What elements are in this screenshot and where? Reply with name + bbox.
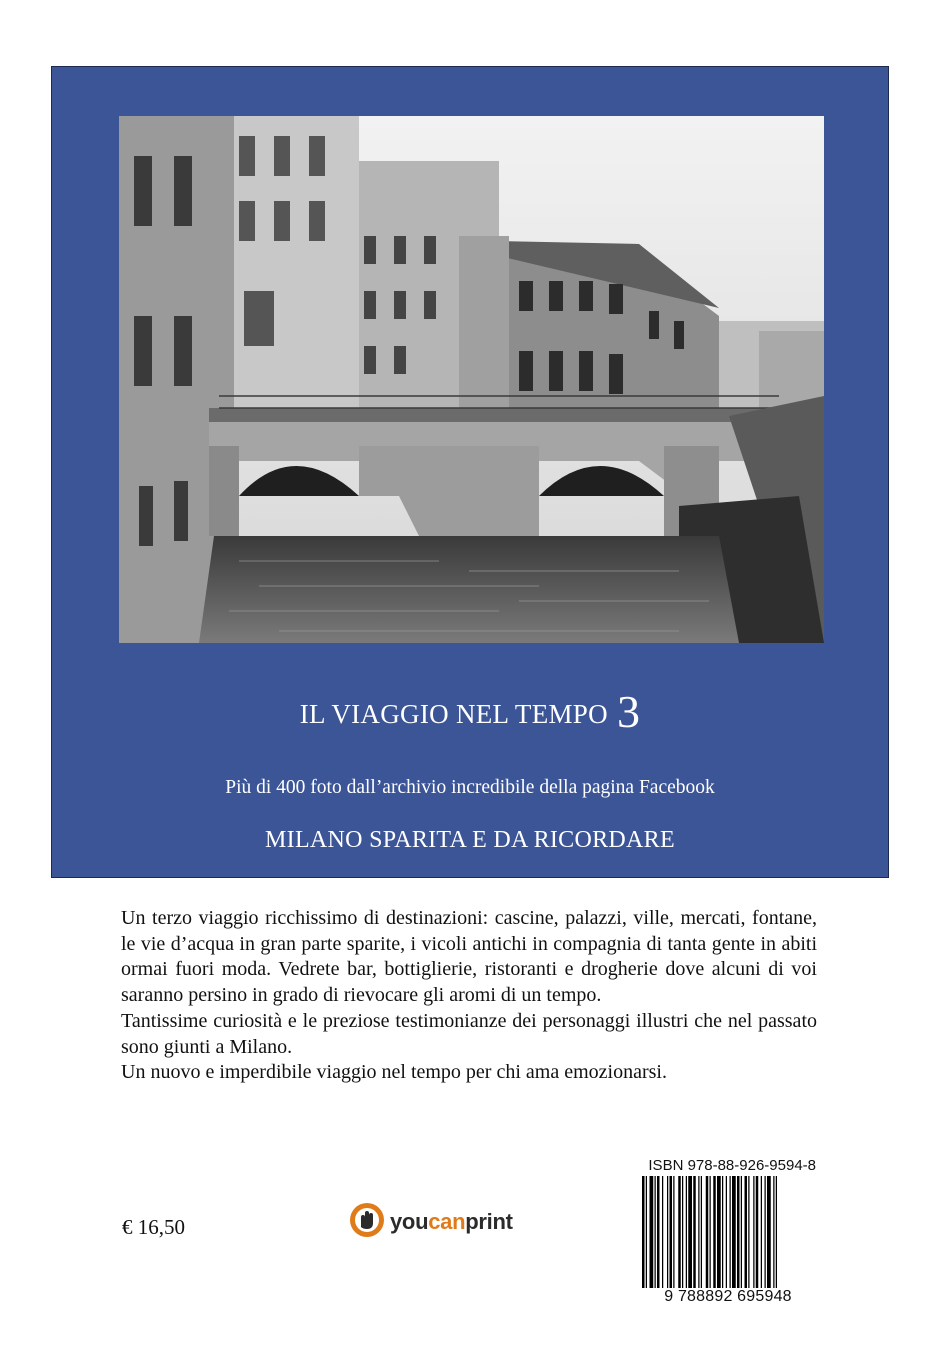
blurb-paragraph: Tantissime curiosità e le preziose testimonianze dei personaggi illustri che nel passato sono giunti a Milano. [121,1009,817,1058]
price-label: € 16,50 [122,1215,185,1239]
barcode-digits: 9 788892 695948 [664,1288,792,1305]
cover-panel [51,66,889,878]
cover-title-text: IL VIAGGIO NEL TEMPO [299,699,608,729]
publisher-name-accent: can [428,1209,466,1234]
barcode [640,1176,822,1288]
publisher-name-suffix: print [465,1209,513,1234]
publisher-name-prefix: you [390,1209,429,1234]
cover-series-title: MILANO SPARITA E DA RICORDARE [265,827,675,853]
isbn-label: ISBN 978-88-926-9594-8 [648,1157,816,1174]
back-cover-blurb [121,906,817,1086]
cover-title [52,685,888,738]
cover-title-number: 3 [616,686,641,737]
blurb-paragraph: Un nuovo e imperdibile viaggio nel tempo per chi ama emozionarsi. [121,1061,667,1084]
publisher-name [390,1209,513,1235]
cover-subtitle: Più di 400 foto dall’archivio incredibile della pagina Facebook [225,777,715,798]
publisher-logo [348,1202,513,1242]
blurb-paragraph: Un terzo viaggio ricchissimo di destinazioni: cascine, palazzi, ville, mercati, fontane, le vie d’acqua in gran parte sparite, i vicoli antichi in compagnia di tanta gente in abiti ormai fuori moda. Vedrete bar, bottiglierie, ristoranti e drogherie dove alcuni di voi saranno persino in grado di rievocare gli aromi di un tempo. [121,907,817,1007]
canal-bridge-photo [119,116,824,643]
hand-logo-icon [348,1201,386,1244]
